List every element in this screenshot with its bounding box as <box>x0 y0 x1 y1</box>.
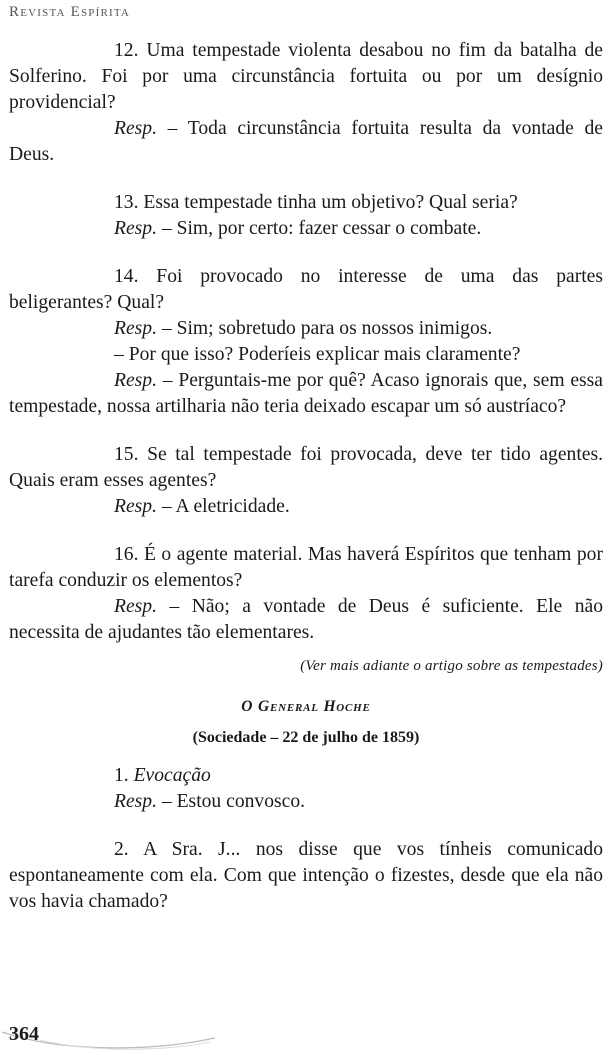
evocation-label: Evocação <box>133 765 211 786</box>
page-body <box>9 38 603 915</box>
question-13: 13. Essa tempestade tinha um objetivo? Qual seria? <box>114 192 518 213</box>
answer-14b <box>9 368 603 420</box>
answer-text: – Sim; sobretudo para os nossos inimigos. <box>157 318 493 339</box>
evocation-answer <box>9 789 603 815</box>
answer-12 <box>9 116 603 168</box>
resp-label: Resp. <box>114 596 157 617</box>
evocation-number: 1. <box>114 765 134 786</box>
answer-text: – Toda circunstância fortuita resulta da vontade de Deus. <box>9 118 603 165</box>
resp-label: Resp. <box>114 118 157 139</box>
resp-label: Resp. <box>114 218 157 239</box>
answer-13 <box>9 216 603 242</box>
question-14: 14. Foi provocado no interesse de uma das partes beligerantes? Qual? <box>9 266 603 313</box>
answer-16 <box>9 594 603 646</box>
source-note: (Ver mais adiante o artigo sobre as tempestades) <box>300 658 603 674</box>
answer-text: – A eletricidade. <box>157 496 290 517</box>
section-title: O General Hoche <box>241 698 371 715</box>
resp-label: Resp. <box>114 370 157 391</box>
evocation-item <box>9 763 603 789</box>
answer-text: – Perguntais-me por quê? Acaso ignorais que, sem essa tempestade, nossa artilharia não teria deixado escapar um só austríaco? <box>9 370 603 417</box>
section-subtitle: (Sociedade – 22 de julho de 1859) <box>192 729 420 746</box>
running-header: Revista Espírita <box>9 4 131 20</box>
answer-14a <box>9 316 603 342</box>
answer-15 <box>9 494 603 520</box>
followup-question-14: – Por que isso? Poderíeis explicar mais claramente? <box>114 344 521 365</box>
resp-label: Resp. <box>114 496 157 517</box>
answer-text: – Estou convosco. <box>157 791 306 812</box>
question-2: 2. A Sra. J... nos disse que vos tínheis comunicado espontaneamente com ela. Com que intenção o fizestes, desde que ela não vos havia chamado? <box>9 839 603 912</box>
resp-label: Resp. <box>114 318 157 339</box>
answer-text: – Sim, por certo: fazer cessar o combate. <box>157 218 482 239</box>
answer-text: – Não; a vontade de Deus é suficiente. Ele não necessita de ajudantes tão elementares. <box>9 596 603 643</box>
question-16: 16. É o agente material. Mas haverá Espíritos que tenham por tarefa conduzir os elementos? <box>9 544 603 591</box>
page-number: 364 <box>9 1023 39 1045</box>
question-15: 15. Se tal tempestade foi provocada, deve ter tido agentes. Quais eram esses agentes? <box>9 444 603 491</box>
resp-label: Resp. <box>114 791 157 812</box>
question-12: 12. Uma tempestade violenta desabou no fim da batalha de Solferino. Foi por uma circunstância fortuita ou por um desígnio providencial? <box>9 40 603 113</box>
